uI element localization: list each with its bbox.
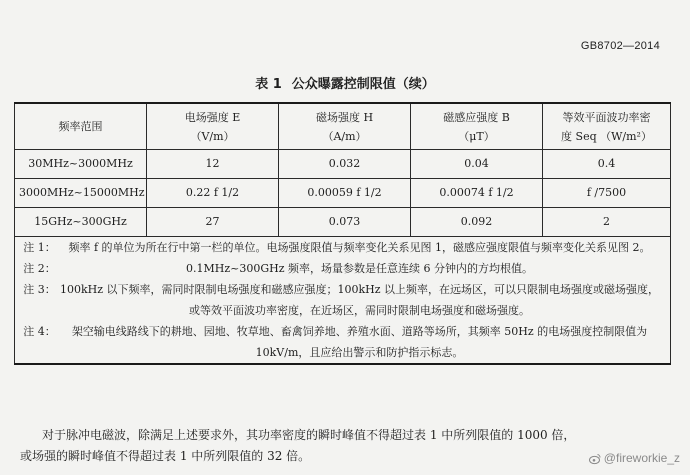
header-power-density-unit: 度 Seq （W/m²）: [561, 129, 652, 143]
note-label: 注 3：: [23, 282, 56, 296]
note-item: [19, 279, 666, 321]
table-title-text: 公众曝露控制限值（续）: [291, 77, 435, 92]
note-item: [19, 237, 666, 258]
standard-code: GB8702—2014: [580, 40, 660, 52]
table-notes-row: [15, 236, 671, 364]
watermark: [589, 451, 680, 465]
header-magnetic-field-name: 磁场强度 H: [315, 110, 374, 124]
header-magnetic-field-unit: （A/m）: [322, 129, 367, 143]
header-electric-field: [147, 103, 279, 149]
note-item: [19, 258, 666, 279]
header-magnetic-induction-unit: （μT）: [458, 129, 495, 143]
cell-h-limit: 0.00059 f 1/2: [279, 178, 411, 207]
note-text: 0.1MHz~300GHz 频率，场量参数是任意连续 6 分钟内的方均根值。: [185, 261, 534, 275]
header-power-density: [543, 103, 671, 149]
table-row: [15, 149, 671, 178]
cell-e-limit: 27: [147, 207, 279, 236]
note-text: 架空输电线路线下的耕地、园地、牧草地、畜禽饲养地、养殖水面、道路等场所，其频率 50Hz 的电场强度控制限值为 10kV/m，且应给出警示和防护指示标志。: [71, 324, 648, 359]
cell-h-limit: 0.073: [279, 207, 411, 236]
header-magnetic-induction: [411, 103, 543, 149]
exposure-limits-table: [14, 102, 671, 365]
pulse-requirement-paragraph: [20, 425, 670, 467]
cell-frequency: 30MHz~3000MHz: [15, 149, 147, 178]
table-row: [15, 207, 671, 236]
header-frequency-range: 频率范围: [15, 103, 147, 149]
paragraph-line-2: 或场强的瞬时峰值不得超过表 1 中所列限值的 32 倍。: [20, 449, 311, 463]
cell-b-limit: 0.04: [411, 149, 543, 178]
note-text: 100kHz 以下频率，需同时限制电场强度和磁感应强度；100kHz 以上频率，在远场区，可以只限制电场强度或磁场强度，或等效平面波功率密度，在近场区，需同时限制电场强度和磁场强度。: [59, 282, 660, 317]
table-title: [0, 73, 690, 92]
watermark-text: @fireworkie_z: [603, 451, 680, 465]
cell-e-limit: 12: [147, 149, 279, 178]
table-notes: [15, 236, 671, 364]
cell-frequency: 15GHz~300GHz: [15, 207, 147, 236]
header-magnetic-induction-name: 磁感应强度 B: [443, 110, 510, 124]
note-label: 注 4：: [23, 324, 56, 338]
cell-s-limit: f /7500: [543, 178, 671, 207]
header-power-density-name: 等效平面波功率密: [562, 110, 651, 124]
cell-e-limit: 0.22 f 1/2: [147, 178, 279, 207]
note-label: 注 2：: [23, 261, 56, 275]
note-item: [19, 321, 666, 363]
paragraph-line-1: 对于脉冲电磁波，除满足上述要求外，其功率密度的瞬时峰值不得超过表 1 中所列限值的 1000 倍，: [42, 428, 576, 442]
table-title-label: 表 1: [255, 77, 282, 92]
weibo-icon: [589, 453, 601, 465]
cell-b-limit: 0.092: [411, 207, 543, 236]
note-text: 频率 f 的单位为所在行中第一栏的单位。电场强度限值与频率变化关系见图 1，磁感应强度限值与频率变化关系见图 2。: [68, 240, 651, 254]
cell-h-limit: 0.032: [279, 149, 411, 178]
header-electric-field-unit: （V/m）: [190, 129, 235, 143]
cell-s-limit: 0.4: [543, 149, 671, 178]
cell-frequency: 3000MHz~15000MHz: [15, 178, 147, 207]
note-label: 注 1：: [23, 240, 56, 254]
cell-s-limit: 2: [543, 207, 671, 236]
header-magnetic-field: [279, 103, 411, 149]
table-header-row: [15, 103, 671, 149]
cell-b-limit: 0.00074 f 1/2: [411, 178, 543, 207]
table-row: [15, 178, 671, 207]
header-electric-field-name: 电场强度 E: [184, 110, 241, 124]
